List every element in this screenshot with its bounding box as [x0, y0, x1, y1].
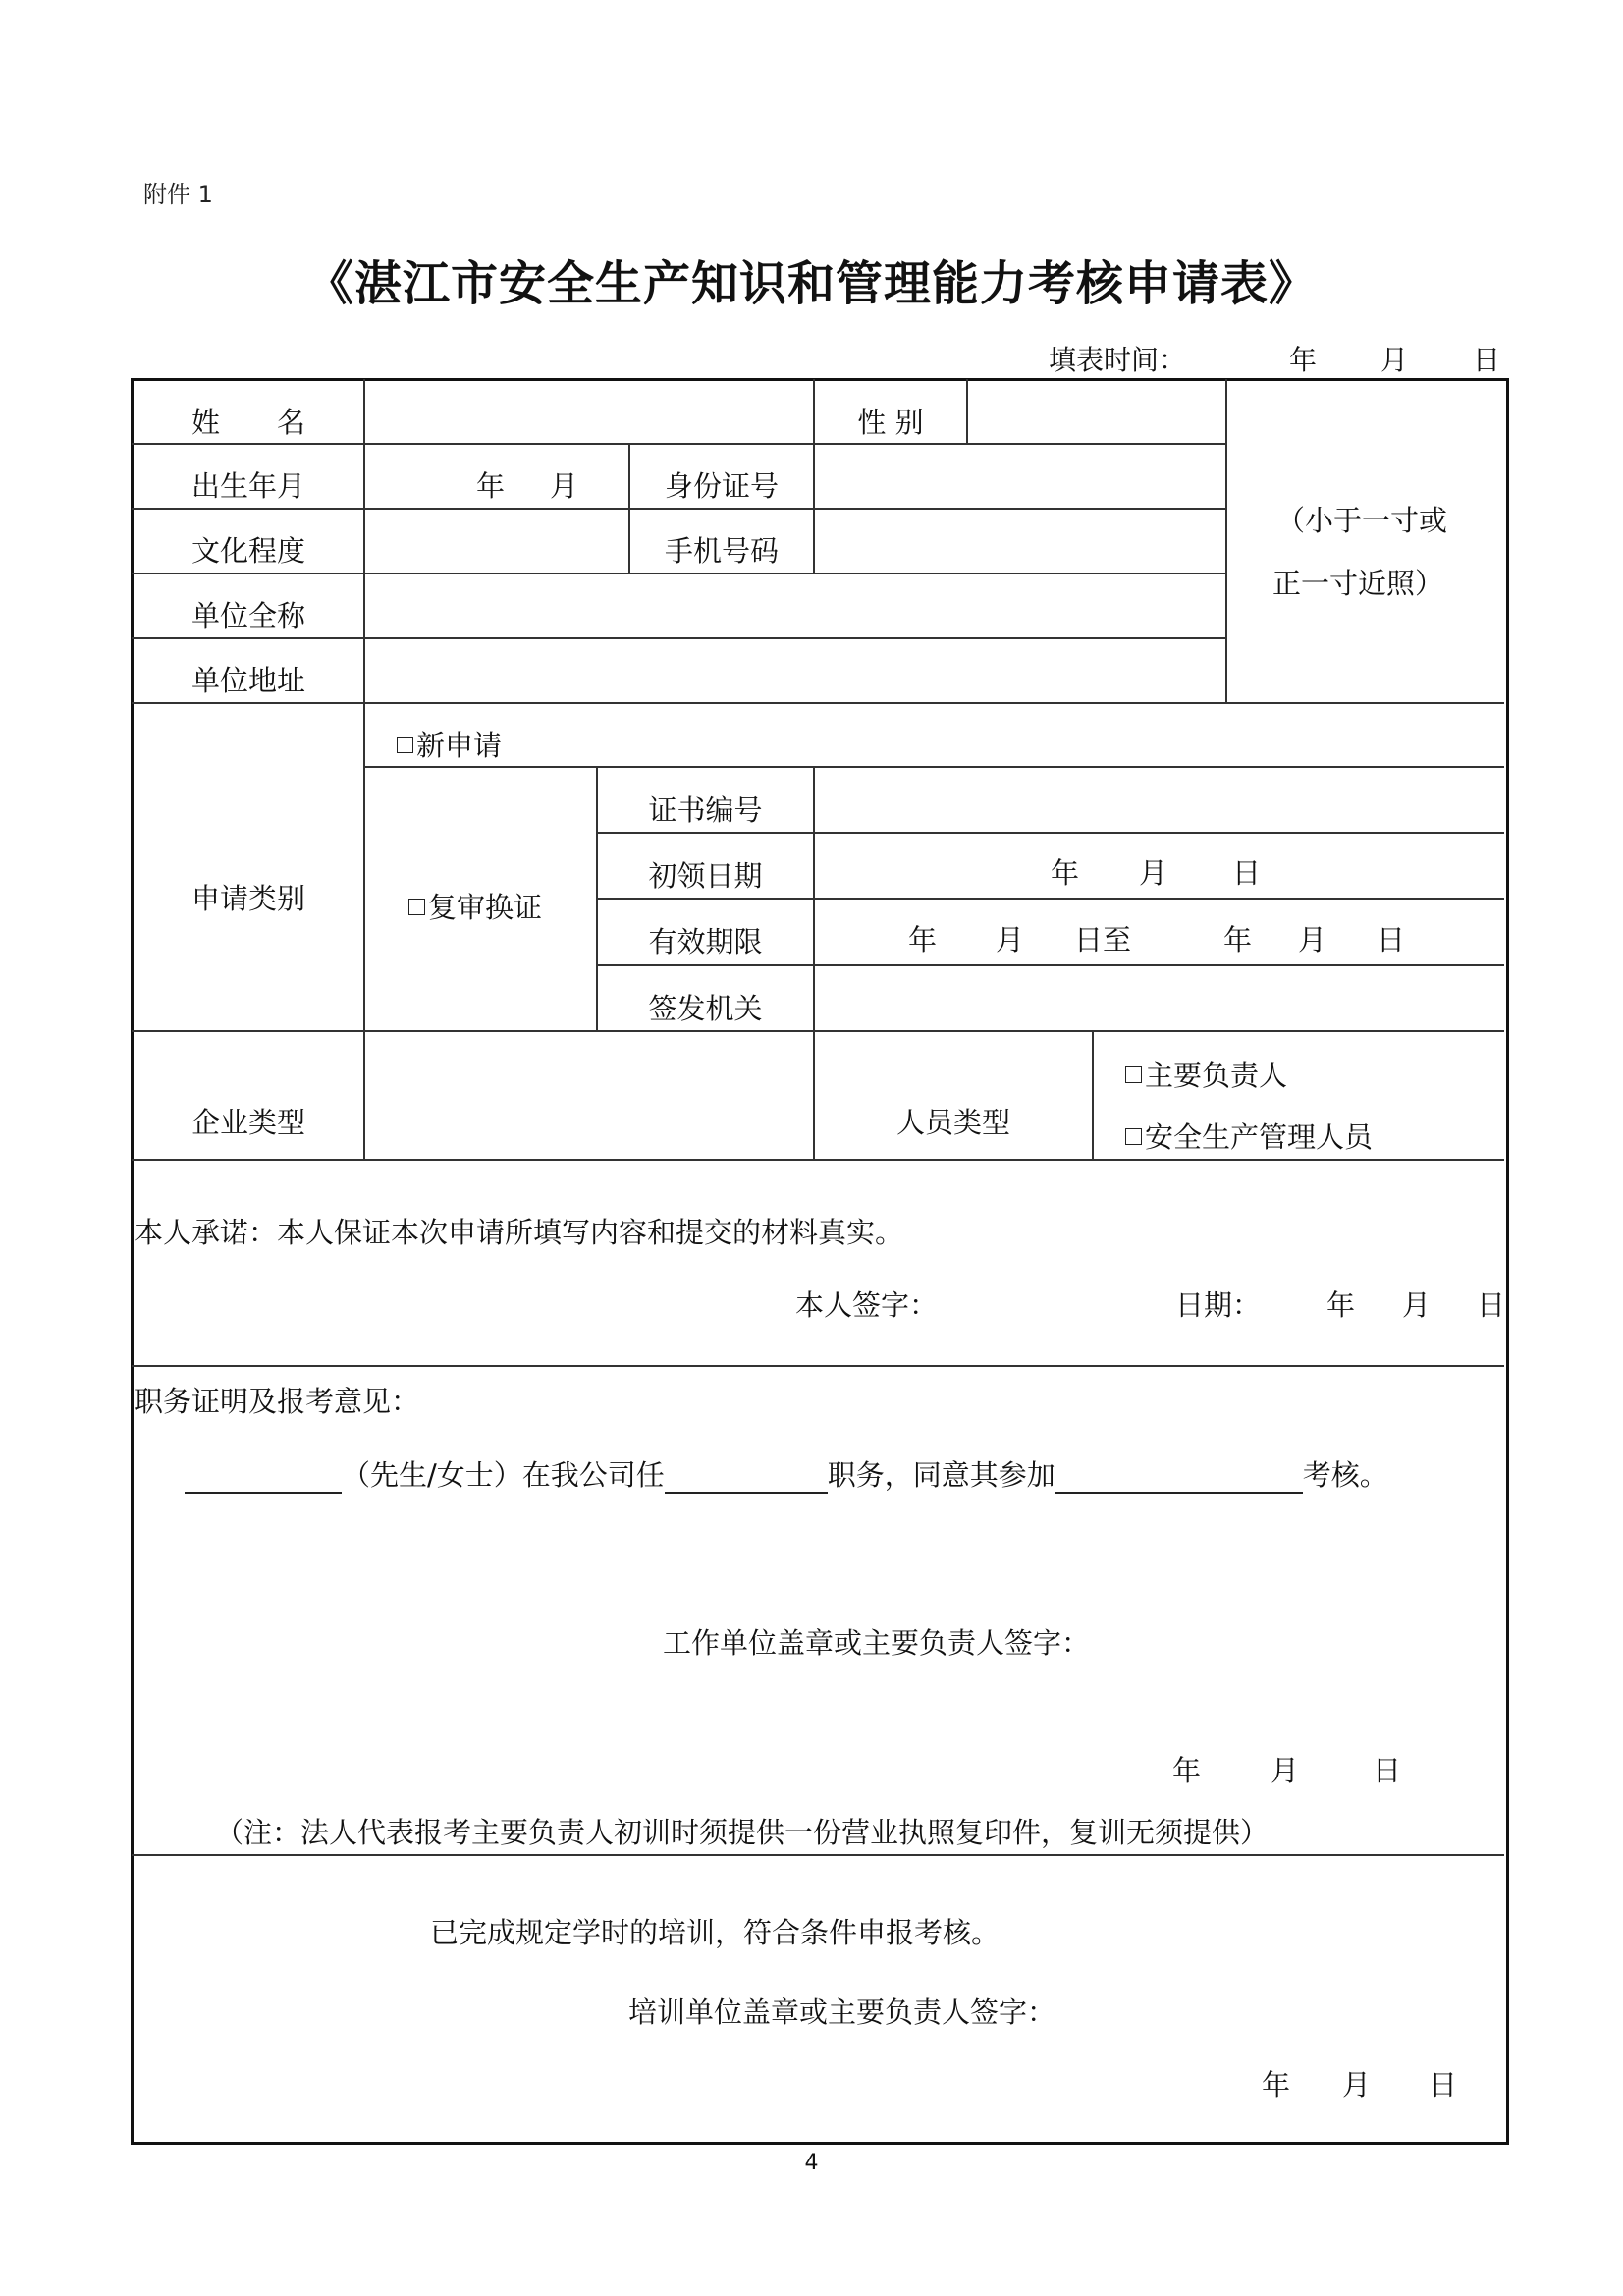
- checkbox-icon[interactable]: [397, 737, 413, 753]
- enterprise-type-label: 企业类型: [190, 1105, 305, 1139]
- pledge-year[interactable]: 年: [1326, 1288, 1356, 1322]
- sentence-part3: 考核。: [1302, 1458, 1388, 1492]
- training-day[interactable]: 日: [1429, 2068, 1458, 2102]
- training-year[interactable]: 年: [1262, 2068, 1291, 2102]
- id-number-label: 身份证号: [664, 468, 779, 503]
- issuer-input[interactable]: [815, 966, 1502, 1030]
- employer-year[interactable]: 年: [1172, 1754, 1202, 1787]
- validity-start-year[interactable]: 年: [908, 923, 938, 957]
- principal-label: 主要负责人: [1145, 1059, 1288, 1092]
- issuer-label: 签发机关: [648, 991, 763, 1025]
- photo-area[interactable]: [1227, 381, 1502, 702]
- new-application-label: 新申请: [416, 729, 503, 762]
- checkbox-icon[interactable]: [1125, 1128, 1142, 1145]
- first-issue-day[interactable]: 日: [1232, 856, 1262, 890]
- form-title: 《湛江市安全生产知识和管理能力考核申请表》: [305, 256, 1317, 311]
- employer-day[interactable]: 日: [1373, 1754, 1402, 1787]
- checkbox-icon[interactable]: [408, 899, 425, 915]
- divider: [1092, 1030, 1094, 1159]
- pledge-text: 本人承诺：本人保证本次申请所填写内容和提交的材料真实。: [135, 1216, 904, 1249]
- company-address-label: 单位地址: [190, 663, 305, 697]
- personnel-option-safety-manager[interactable]: [1125, 1116, 1373, 1156]
- first-issue-year[interactable]: 年: [1051, 856, 1080, 890]
- birth-month[interactable]: 月: [550, 469, 579, 503]
- pledge-date-label: 日期：: [1175, 1288, 1262, 1322]
- pledge-day[interactable]: 日: [1477, 1288, 1506, 1322]
- employment-sentence: [185, 1453, 1388, 1494]
- validity-start-month[interactable]: 月: [996, 923, 1025, 957]
- employer-signature-label: 工作单位盖章或主要负责人签字：: [663, 1626, 1091, 1660]
- fill-date-year: 年: [1289, 344, 1318, 376]
- training-month[interactable]: 月: [1342, 2068, 1372, 2102]
- company-name-input[interactable]: [365, 574, 1225, 637]
- pledge-signature-label: 本人签字：: [795, 1288, 939, 1322]
- employment-heading: 职务证明及报考意见：: [135, 1385, 420, 1418]
- employment-note: （注：法人代表报考主要负责人初训时须提供一份营业执照复印件，复训无须提供）: [215, 1816, 1270, 1849]
- training-signature-label: 培训单位盖章或主要负责人签字：: [628, 1995, 1056, 2029]
- employer-month[interactable]: 月: [1271, 1754, 1300, 1787]
- photo-note-line2: 正一寸近照）: [1272, 567, 1444, 600]
- safety-manager-label: 安全生产管理人员: [1145, 1121, 1374, 1154]
- validity-end-year[interactable]: 年: [1223, 923, 1253, 957]
- renewal-label: 复审换证: [428, 891, 543, 924]
- renewal-option[interactable]: [408, 886, 542, 926]
- sentence-part2: 职务，同意其参加: [827, 1458, 1055, 1492]
- sentence-part1: （先生/女士）在我公司任: [342, 1458, 665, 1492]
- training-statement: 已完成规定学时的培训，符合条件申报考核。: [430, 1916, 1001, 1949]
- cert-number-label: 证书编号: [648, 793, 763, 827]
- validity-label: 有效期限: [648, 924, 763, 958]
- birth-label: 出生年月: [190, 468, 305, 503]
- education-input[interactable]: [365, 510, 628, 573]
- divider: [132, 1365, 1504, 1367]
- name-label: 姓 名: [190, 405, 305, 439]
- phone-input[interactable]: [815, 510, 1225, 573]
- personnel-option-principal[interactable]: [1125, 1054, 1287, 1094]
- application-type-label: 申请类别: [190, 881, 305, 915]
- education-label: 文化程度: [190, 533, 305, 568]
- personnel-type-label: 人员类型: [895, 1105, 1010, 1139]
- divider: [132, 1854, 1504, 1856]
- company-address-input[interactable]: [365, 639, 1225, 702]
- validity-end-day[interactable]: 日: [1377, 923, 1406, 957]
- validity-start-day[interactable]: 日至: [1074, 923, 1132, 957]
- cert-number-input[interactable]: [815, 768, 1502, 832]
- page-number: 4: [804, 2151, 819, 2175]
- enterprise-type-input[interactable]: [365, 1032, 813, 1159]
- employee-name-blank[interactable]: [185, 1462, 342, 1494]
- validity-end-month[interactable]: 月: [1298, 923, 1327, 957]
- gender-input[interactable]: [968, 381, 1225, 443]
- exam-type-blank[interactable]: [1055, 1462, 1303, 1494]
- position-blank[interactable]: [665, 1462, 828, 1494]
- id-number-input[interactable]: [815, 445, 1225, 508]
- fill-date-day: 日: [1473, 344, 1501, 376]
- name-input[interactable]: [365, 381, 813, 443]
- photo-note-line1: （小于一寸或: [1276, 504, 1448, 537]
- attachment-label: 附件 1: [143, 181, 213, 208]
- fill-date-month: 月: [1380, 344, 1409, 376]
- first-issue-date-label: 初领日期: [648, 858, 763, 893]
- birth-year[interactable]: 年: [476, 469, 506, 503]
- pledge-month[interactable]: 月: [1402, 1288, 1432, 1322]
- phone-label: 手机号码: [664, 533, 779, 568]
- checkbox-icon[interactable]: [1125, 1066, 1142, 1083]
- first-issue-month[interactable]: 月: [1139, 856, 1168, 890]
- gender-label: 性 别: [857, 405, 924, 439]
- fill-date-label: 填表时间：: [1049, 344, 1187, 376]
- pledge-signature-field[interactable]: [957, 1277, 1154, 1320]
- company-name-label: 单位全称: [190, 598, 305, 632]
- new-application-option[interactable]: [397, 724, 502, 764]
